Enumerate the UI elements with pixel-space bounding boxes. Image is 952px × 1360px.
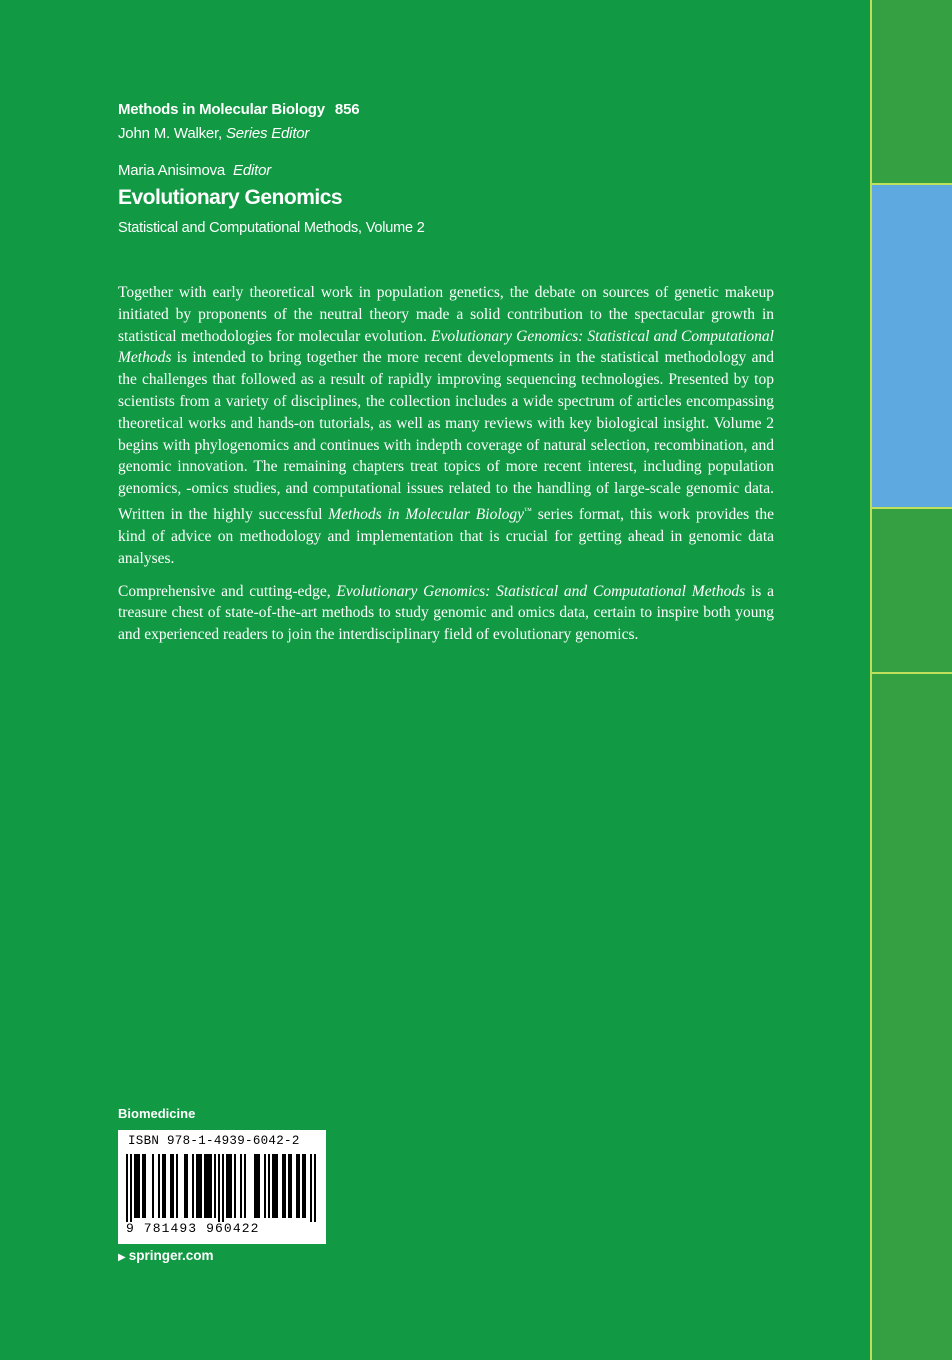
barcode-icon <box>126 1154 318 1222</box>
barcode-bar <box>240 1154 242 1218</box>
barcode-bar <box>230 1154 232 1218</box>
barcode-bar <box>304 1154 306 1218</box>
barcode-bar <box>234 1154 236 1218</box>
description <box>118 282 774 657</box>
barcode-bar <box>228 1154 230 1218</box>
barcode-bar <box>210 1154 212 1218</box>
barcode-bar <box>200 1154 202 1218</box>
barcode-bar <box>244 1154 246 1218</box>
barcode-bar <box>258 1154 260 1218</box>
barcode-bar <box>254 1154 256 1218</box>
stripe-divider-top <box>872 183 952 185</box>
barcode-bar <box>208 1154 210 1218</box>
editor-name: Maria Anisimova <box>118 162 226 179</box>
barcode-bar <box>204 1154 206 1218</box>
barcode-bar <box>136 1154 138 1218</box>
barcode-bar <box>162 1154 164 1218</box>
barcode-bar <box>170 1154 172 1218</box>
barcode-bar <box>282 1154 284 1218</box>
barcode-bar <box>288 1154 290 1218</box>
barcode-bar <box>276 1154 278 1218</box>
series-editor-role: Series Editor <box>225 125 310 142</box>
isbn-label: ISBN 978-1-4939-6042-2 <box>128 1134 300 1148</box>
series-title: Methods in Molecular Biology <box>118 101 325 118</box>
series-name <box>118 101 359 118</box>
barcode-bar <box>274 1154 276 1218</box>
barcode-bar <box>264 1154 266 1218</box>
website-url: springer.com <box>128 1248 214 1263</box>
barcode-bar <box>298 1154 300 1218</box>
barcode-bar <box>144 1154 146 1218</box>
barcode-bar <box>256 1154 258 1218</box>
barcode-bar <box>198 1154 200 1218</box>
isbn-barcode <box>118 1130 326 1244</box>
barcode-bar <box>164 1154 166 1218</box>
barcode-bar <box>226 1154 228 1218</box>
ean-digits: 9 781493 960422 <box>126 1221 260 1236</box>
barcode-bar <box>126 1154 128 1222</box>
editor-role: Editor <box>233 162 272 179</box>
editor-line <box>118 162 271 179</box>
barcode-bar <box>134 1154 136 1218</box>
barcode-bar <box>172 1154 174 1218</box>
description-paragraph-1: Together with early theoretical work in population genetics, the debate on sources of genetic makeup initiated by proponents of the neutral theory made a solid contribution to the spectacular growth in statistical methodologies for molecular evolution. Evolutionary Genomics: Statistical and Computational Methods is intended to bring together the more recent developments in the statistical methodology and the challenges that followed as a result of rapidly improving sequencing technologies. Presented by top scientists from a variety of disciplines, the collection includes a wide spectrum of articles encompassing theoretical works and hands-on tutorials, as well as many reviews with key biological insight. Volume 2 begins with phylogenomics and continues with indepth coverage of natural selection, recombination, and genomic innovation. The remaining chapters treat topics of more recent interest, including population genomics, -omics studies, and computational issues related to the handling of large-scale genomic data. Written in the highly successful Methods in Molecular Biology™ series format, this work provides the kind of advice on methodology and implementation that is crucial for getting ahead in genomic data analyses. <box>118 284 774 567</box>
barcode-bar <box>138 1154 140 1218</box>
barcode-bar <box>192 1154 194 1218</box>
barcode-bar <box>268 1154 270 1218</box>
barcode-bar <box>186 1154 188 1218</box>
stripe-divider-vertical <box>870 0 872 1360</box>
stripe-divider-middle <box>872 507 952 509</box>
barcode-bar <box>206 1154 208 1218</box>
barcode-bar <box>176 1154 178 1218</box>
barcode-bar <box>222 1154 224 1222</box>
barcode-bar <box>130 1154 132 1222</box>
barcode-bar <box>302 1154 304 1218</box>
barcode-bar <box>142 1154 144 1218</box>
barcode-bar <box>158 1154 160 1218</box>
barcode-bar <box>214 1154 216 1218</box>
book-title: Evolutionary Genomics <box>118 186 343 209</box>
blue-color-block <box>872 183 952 507</box>
barcode-bar <box>296 1154 298 1218</box>
category-label: Biomedicine <box>118 1106 196 1121</box>
book-subtitle: Statistical and Computational Methods, Volume 2 <box>118 220 425 236</box>
barcode-bar <box>196 1154 198 1218</box>
barcode-bar <box>310 1154 312 1222</box>
series-number: 856 <box>334 101 360 118</box>
series-editor <box>118 125 309 142</box>
barcode-bar <box>152 1154 154 1218</box>
stripe-divider-bottom <box>872 672 952 674</box>
description-paragraph-2: Comprehensive and cutting-edge, Evolutionary Genomics: Statistical and Computational Methods is a treasure chest of state-of-the-art methods to study genomic and omics data, certain to inspire both young and experienced readers to join the interdisciplinary field of evolutionary genomics. <box>118 582 775 644</box>
barcode-bar <box>314 1154 316 1222</box>
arrow-right-icon: ▶ <box>118 1252 126 1263</box>
barcode-bar <box>184 1154 186 1218</box>
barcode-bar <box>272 1154 274 1218</box>
barcode-bar <box>284 1154 286 1218</box>
barcode-bar <box>290 1154 292 1218</box>
website-link[interactable] <box>118 1248 213 1263</box>
series-editor-name: John M. Walker, <box>118 125 222 142</box>
barcode-bar <box>218 1154 220 1222</box>
